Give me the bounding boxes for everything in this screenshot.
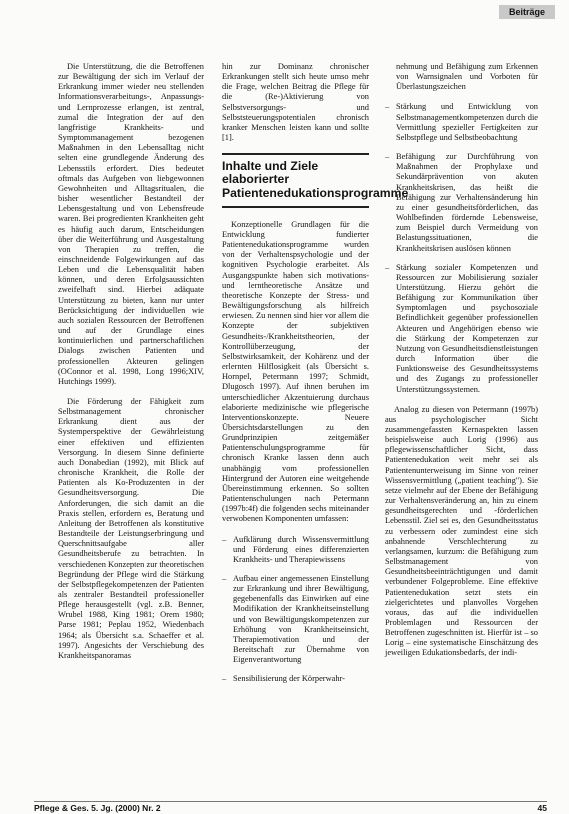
paragraph: Die Unterstützung, die die Betroffenen zur Bewältigung der sich im Verlauf der Erkrankung immer wieder neu stellenden Informationsverarbeitungs-, Anpassungs- und Lernprozesse erlangen, ist zentral, zumal die Integration der auf den langfristige Krankheits- und Symptommanagement bezogenen Maßnahmen in den Lebensalltag nicht selten eine grundlegende Änderung des Lebensstils erfordert. Dies bedeutet oftmals das Aufgeben von liebgewonnen Gewohnheiten und Alltagsritualen, die bisher wesentlicher Bestandteil der Lebensgestaltung und von Lebensfreude waren. Bei progredienten Krankheiten geht es häufig auch darum, Entscheidungen über die Weiterführung und Ausgestaltung von Therapien zu treffen, die einschneidende Folgewirkungen auf das Leben und die Lebensqualität haben können, und deren Erfolgsaussichten zweifelhaft sind. Hierbei adäquate Unterstützung zu bieten, kann nur unter Berücksichtigung der individuellen wie auch sozialen Ressourcen der Betroffenen und auf der Grundlage eines kontinuierlichen und partnerschaftlichen Dialogs zwischen Patienten und professionellen Akteuren gelingen (OConnor et al. 1998, Long 1996;XIV, Hutchings 1999). — [58, 62, 204, 386]
list-item: – Aufklärung durch Wissensvermittlung und Förderung eines differenzierten Krankheits- und Therapiewissens — [222, 535, 369, 565]
list-item: – Sensibilisierung der Körperwahr- — [222, 674, 369, 684]
paragraph: Analog zu diesen von Petermann (1997b) aus psychologischer Sicht zusammengefassten Kernaspekten lassen beispielsweise auch Lorig (1996) aus pflegewissenschaftlicher Sicht, dass Patientenedukation weit mehr sei als Patientenunterweisung im Sinne von reiner Wissensvermittlung („patient teaching"). Sie setze vielmehr auf der Ebene der Befähigung zur Verhaltensveränderung an, hin zu einem gesundheitsgerechten und -förderlichen Lebensstil. Ziel sei es, den Gesundheitsstatus zu verbessern oder zumindest eine sich anbahnende Verschlechterung zu verlangsamen, kurzum: die Befähigung zum Selbstmanagement von Gesundheitsbeeinträchtigungen und damit verbundener Folgeprobleme. Eine effektive Patientenedukation setzt stets ein zielgerichtetes und planvolles Vorgehen voraus, das auf die individuellen Problemlagen und Ressourcen der Betroffenen zugeschnitten ist. Hierfür ist – so Lorig – eine systematische Einschätzung des jeweiligen Edukationsbedarfs, der indi- — [385, 404, 538, 658]
journal-citation: Pflege & Ges. 5. Jg. (2000) Nr. 2 — [34, 803, 161, 813]
paragraph: hin zur Dominanz chronischer Erkrankungen stellt sich heute umso mehr die Frage, welchen Beitrag die Pflege für die (Re-)Aktivierung von Selbstversorgungs- und Selbststeuerungspotentialen chronisch kranker Menschen leisten kann und sollte [1]. — [222, 62, 369, 143]
list-item: – Befähigung zur Durchführung von Maßnahmen der Prophylaxe und Sekundärprävention von akuten Krankheitskrisen, das heißt die Befähigung zur Verhaltensänderung hin zu einer gesundheitsförderlichen, das Wohlbefinden fördernde Lebensweise, zum Beispiel durch Vermeidung von Belastungssituationen, die Krankheitskrisen auslösen können — [385, 152, 538, 254]
list-item: – Aufbau einer angemessenen Einstellung zur Erkrankung und ihrer Bewältigung, gegebenenfalls das Einwirken auf eine Modifikation der Krankheitseinstellung und von Bewältigungskompetenzen zur Erhöhung von Krankheitseinsicht, Therapiemotivation und der Bereitschaft zur Übernahme von Eigenverantwortung — [222, 574, 369, 665]
footer-rule — [34, 801, 547, 802]
list-item: – Stärkung und Entwicklung von Selbstmanagementkompetenzen durch die Vermittlung spezieller Fertigkeiten zur Selbstpflege und Selbstbeobachtung — [385, 102, 538, 143]
text-column-2 — [222, 62, 409, 800]
paragraph: Konzeptionelle Grundlagen für die Entwicklung fundierter Patientenedukationsprogramme wurden von der Verhaltenspsychologie und der kognitiven Psychologie erarbeitet. Als Ausgangspunkte haben sich motivations- und lerntheoretische Ansätze und theoretische Konzepte der Stress- und Bewältigungsforschung als hilfreich erwiesen. Zu nennen sind hier vor allem die Konzepte der subjektiven Gesundheits-/Krankheitstheorien, der Kontrollüberzeugung, der Selbstwirksamkeit, der Kohärenz und der erlernten Hilflosigkeit (als Übersicht s. Hornpel, Petermann 1997; Schmidt, Dlugosch 1997). Auf ihnen beruhen im unterschiedlicher Akzentuierung durchaus elaborierte medizinische wie pflegerische Interventionskonzepte. Neuere Übersichtsdarstellungen zu den Grundprinzipien zeitgemäßer Patientenschulungsprogramme für chronisch Kranke lassen denn auch unabhängig vom professionellen Hintergrund der Autoren eine weitgehende Übereinstimmung erkennen. So sollten Patientenschulungen nach Petermann (1997b:4f) die folgenden sechs miteinander verwobenen Komponenten umfassen: — [222, 219, 369, 524]
list-item-continuation: nehmung und Befähigung zum Erkennen von Warnsignalen und Vorboten für Überlastungszeichen — [396, 62, 538, 92]
text-column-3 — [385, 62, 538, 800]
section-heading: Inhalte und Ziele elaborierter Patientenedukationsprogramme — [222, 153, 369, 208]
section-rubric: Beiträge — [499, 5, 555, 19]
component-list — [385, 102, 538, 394]
text-column-1 — [58, 62, 204, 800]
component-list — [222, 535, 369, 685]
list-item: – Stärkung sozialer Kompetenzen und Ressourcen zur Mobilisierung sozialer Unterstützung. Hierzu gehört die Befähigung zur Kommunikation über Symptomlagen und psychosoziale Befindlichkeit gegenüber professionellen Akteuren und Angehörigen ebenso wie die Stärkung der Kompetenzen zur Nutzung von Gesundheitsdienstleistungen durch Information über die Funktionsweise des Gesundheitssystems und des Zugangs zu professioneller Unterstützungssystemen. — [385, 263, 538, 395]
paragraph: Die Förderung der Fähigkeit zum Selbstmanagement chronischer Erkrankung dient aus der Systemperspektive der Gewährleistung einer effektiven und effizienten Versorgung. In diesem Sinne definierte auch Donabedian (1992), mit Blick auf chronische Krankheit, die Rolle der Patienten als Ko-Produzenten in der Gesundheitsversorgung. Die Anforderungen, die sich damit an die Praxis stellen, erfordern es, Beratung und Anleitung der Betroffenen als konstitutive Bestandteile der Leistungserbringung und Querschnittsaufgabe aller Gesundheitsberufe zu betrachten. In verschiedenen Konzepten zur theoretischen Begründung der Pflege wird die Stärkung der Selbstpflegekompetenzen der Patienten als zentraler Bestandteil professioneller Pflege herausgestellt (vgl. z.B. Benner, Wrubel 1988, King 1981; Orem 1980; Parse 1981; Peplau 1952, Wiedenbach 1964; als Übersicht s.a. Schaeffer et al. 1997). Angesichts der Verschiebung des Krankheitspanoramas — [58, 397, 204, 660]
page-number: 45 — [537, 803, 547, 813]
